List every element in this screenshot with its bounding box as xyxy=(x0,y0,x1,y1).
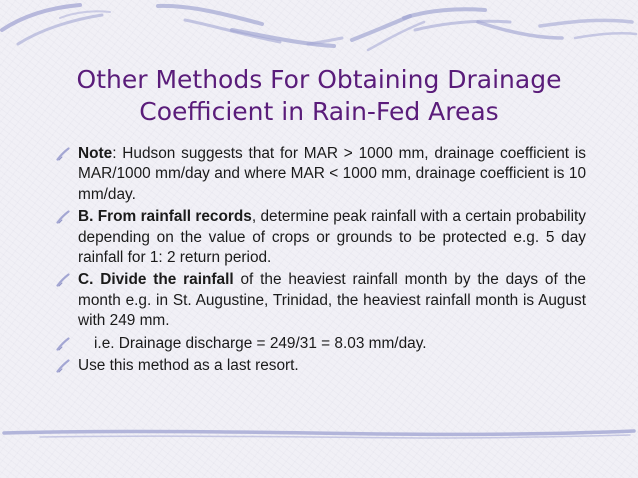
bullet-text: Use this method as a last resort. xyxy=(78,357,299,375)
bullet-lead: Note xyxy=(78,145,113,162)
bullet-item-rainfall-records xyxy=(56,207,586,268)
bullet-item-drainage-discharge xyxy=(56,334,586,354)
pencil-stroke-bullet-icon xyxy=(56,359,70,373)
slide-title xyxy=(20,64,618,128)
bullet-text: : Hudson suggests that for MAR > 1000 mm, drainage coefficient is MAR/1000 mm/day and where MAR < 1000 mm, drainage coefficient is 10 mm/day. xyxy=(78,145,586,203)
bullet-text: , determine peak rainfall with a certain probability depending on the value of crops or grounds to be protected e.g. 5 day rainfall for 1: 2 return period. xyxy=(78,208,586,267)
bullet-list xyxy=(56,144,586,378)
slide-title-line-2: Coefficient in Rain-Fed Areas xyxy=(139,97,499,126)
bullet-text: i.e. Drainage discharge = 249/31 = 8.03 mm/day. xyxy=(94,334,427,352)
bullet-item-note xyxy=(56,144,586,205)
bullet-item-last-resort xyxy=(56,356,586,376)
pencil-stroke-bullet-icon xyxy=(56,210,70,224)
bottom-decorative-brush-stroke xyxy=(0,422,638,444)
pencil-stroke-bullet-icon xyxy=(56,337,70,351)
bullet-lead: C. Divide the rainfall xyxy=(78,271,234,289)
slide-title-line-1: Other Methods For Obtaining Drainage xyxy=(76,65,562,94)
top-decorative-brush-strokes xyxy=(0,0,638,56)
bullet-lead: B. From rainfall records xyxy=(78,208,252,226)
pencil-stroke-bullet-icon xyxy=(56,273,70,287)
pencil-stroke-bullet-icon xyxy=(56,147,70,161)
bullet-text: of the heaviest rainfall month by the days of the month e.g. in St. Augustine, Trinidad, the heaviest rainfall month is August with 249 mm. xyxy=(78,271,586,330)
bullet-item-divide-rainfall xyxy=(56,270,586,331)
